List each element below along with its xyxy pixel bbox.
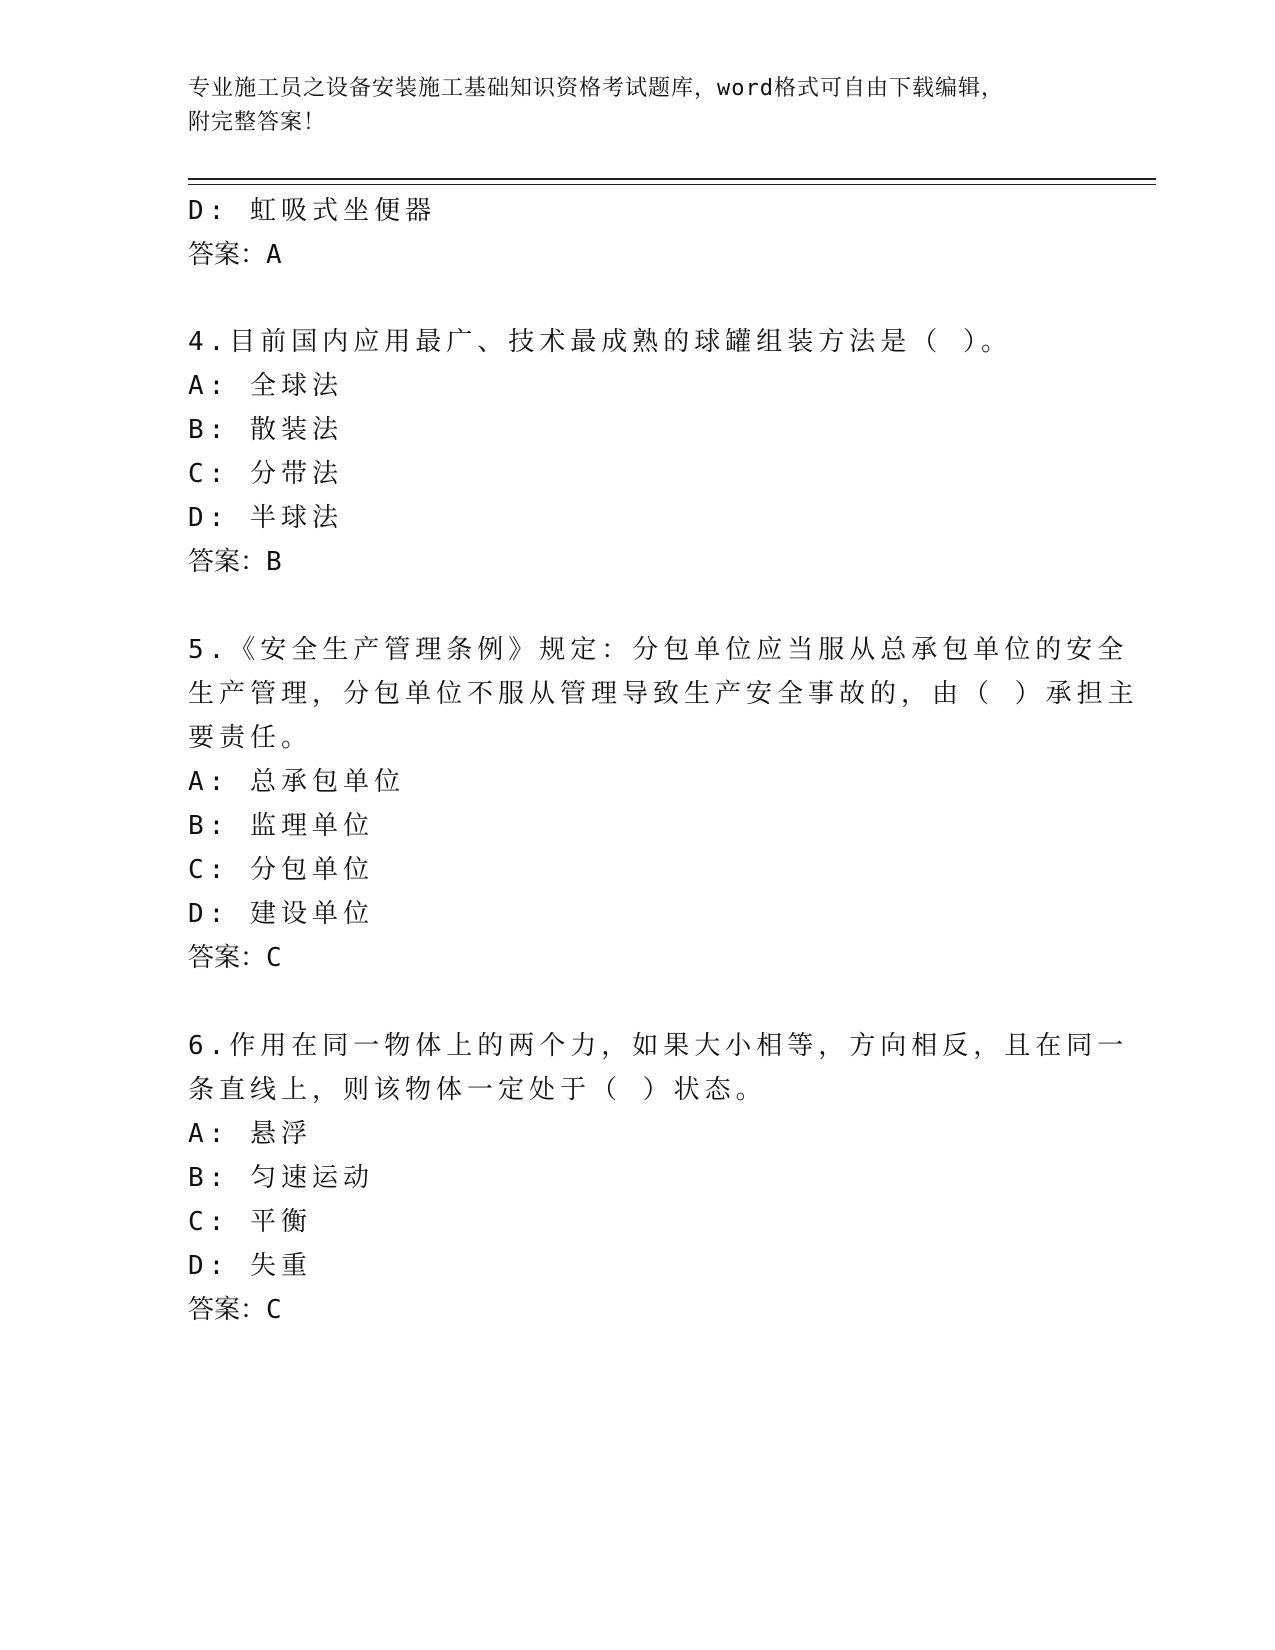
header-rule-thin — [188, 184, 1156, 185]
q6-option-c: C: 平衡 — [188, 1207, 312, 1237]
q6-stem-line2: 条直线上，则该物体一定处于（ ）状态。 — [188, 1075, 767, 1105]
answer-value: C — [266, 943, 282, 973]
q6-answer — [188, 1287, 282, 1333]
q4-option-a: A: 全球法 — [188, 371, 343, 401]
answer-label: 答案： — [188, 943, 267, 973]
q4-option-c: C: 分带法 — [188, 459, 343, 489]
q5-option-c: C: 分包单位 — [188, 855, 374, 885]
answer-value: B — [266, 547, 282, 577]
q5-option-b: B: 监理单位 — [188, 811, 374, 841]
q5-stem-line1: 5.《安全生产管理条例》规定：分包单位应当服从总承包单位的安全 — [188, 635, 1129, 665]
q4-option-d: D: 半球法 — [188, 503, 343, 533]
q6-option-d: D: 失重 — [188, 1251, 312, 1281]
q5-answer — [188, 935, 282, 981]
prev-answer — [188, 232, 282, 278]
prev-option-d: D: 虹吸式坐便器 — [188, 196, 436, 226]
q6-option-a: A: 悬浮 — [188, 1119, 312, 1149]
q4-stem: 4.目前国内应用最广、技术最成熟的球罐组装方法是（ ）。 — [188, 327, 1012, 357]
header-title-line1: 专业施工员之设备安装施工基础知识资格考试题库，word格式可自由下载编辑， — [188, 76, 1004, 101]
answer-value: A — [266, 240, 282, 270]
answer-value: C — [266, 1295, 282, 1325]
header-title-line2: 附完整答案！ — [188, 110, 327, 135]
q5-option-d: D: 建设单位 — [188, 899, 374, 929]
q4-answer — [188, 539, 282, 585]
q4-option-b: B: 散装法 — [188, 415, 343, 445]
q6-stem-line1: 6.作用在同一物体上的两个力，如果大小相等，方向相反，且在同一 — [188, 1031, 1129, 1061]
q5-option-a: A: 总承包单位 — [188, 767, 405, 797]
answer-label: 答案： — [188, 1295, 267, 1325]
document-header — [188, 72, 1068, 140]
answer-label: 答案： — [188, 240, 267, 270]
header-rule-thick — [188, 178, 1156, 180]
q5-stem-line2: 生产管理，分包单位不服从管理导致生产安全事故的，由（ ）承担主 — [188, 679, 1139, 709]
q5-stem-line3: 要责任。 — [188, 723, 313, 753]
q6-option-b: B: 匀速运动 — [188, 1163, 374, 1193]
answer-label: 答案： — [188, 547, 267, 577]
